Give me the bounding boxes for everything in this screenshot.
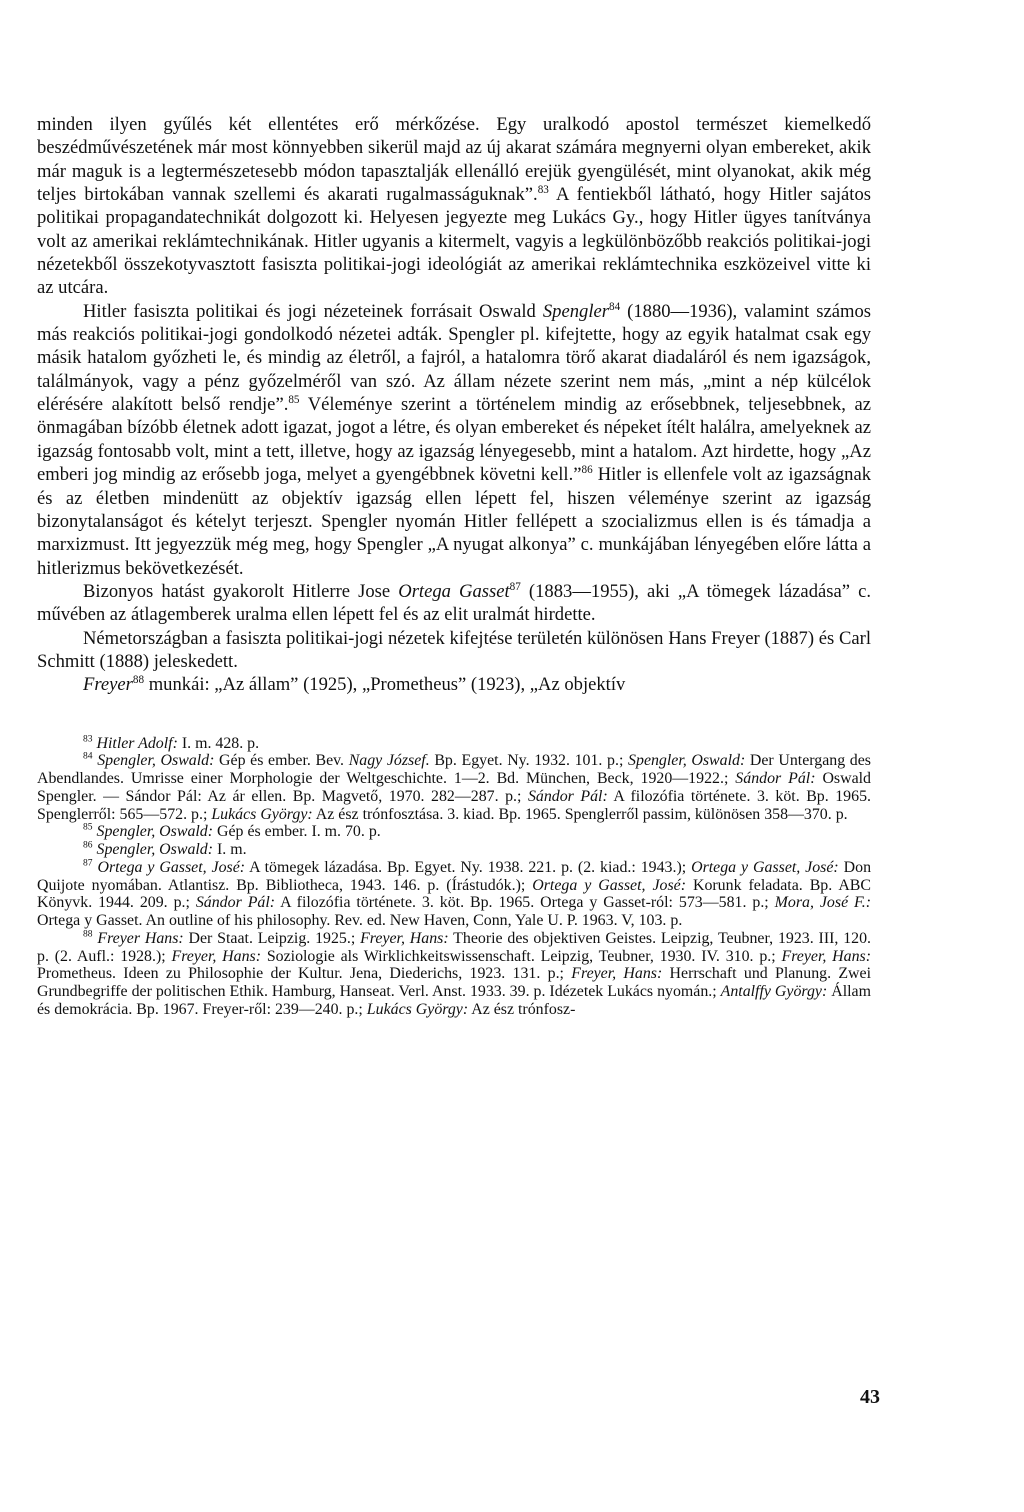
italic-text: Freyer, Hans: (171, 947, 261, 965)
text-run: (1883—1955), aki „A tömegek lázadása” c. művében az átlagemberek uralma ellen lépett fel és az elit uralmát hirdette. (37, 580, 871, 626)
text-run: (1880—1936), valamint számos más reakciós politikai-jogi gondolkodó nézetei adták. Spengler pl. kifejtette, hogy az egyik hatalmat csak egy másik hatalom győzheti le, és mindig az életről, a fajról, a hatalomra törő akarat diadaláról és nem igazságok, találmányok, vagy a pénz győzelméről van szó. Az állam nézete szerint nem más, „mint a nép külcélok elérésére alakított belső rendje”. (37, 300, 871, 416)
italic-text: Freyer, Hans: (360, 929, 449, 947)
italic-text: Sándor Pál: (195, 894, 276, 912)
page-content (37, 113, 871, 1019)
text-run: minden ilyen gyűlés két ellentétes erő mérkőzése. Egy uralkodó apostol természet kiemelkedő beszédművészetének már most könnyebben sikerül majd az új akarat számára megnyerni olyan embereket, akik már maguk is a legtermészetesebb módon tapasztalják ellenálló erejük gyengülését, mint olyanokat, akik még teljes birtokában vannak szellemi és akarati rugalmasságuknak”. (37, 114, 871, 206)
text-run: Prometheus. Ideen zu Philosophie der Kultur. Jena, Diederichs, 1923. 131. p.; (37, 965, 572, 983)
italic-text: Freyer Hans: (97, 929, 184, 947)
paragraph (37, 580, 871, 627)
italic-text: Spengler, Oswald: (97, 752, 215, 770)
italic-text: Nagy József. (348, 752, 430, 770)
footnote (37, 735, 871, 753)
footnote (37, 859, 871, 930)
text-run: Der Staat. Leipzig. 1925.; (183, 929, 361, 947)
italic-text: Ortega Gasset (398, 580, 510, 602)
footnote-reference: 88 (83, 928, 93, 940)
italic-text: Mora, José F.: (774, 894, 871, 912)
text-run: Ortega y Gasset. An outline of his philosophy. Rev. ed. New Haven, Conn, Yale U. P. 1963. V, 103. p. (37, 912, 683, 930)
text-run: A fentiekből látható, hogy Hitler sajátos politikai propagandatechnikát dolgozott ki. Helyesen jegyezte meg Lukács Gy., hogy Hitler ügyes tanítványa volt az amerikai reklámtechnikának. Hitler ugyanis a kitermelt, vagyis a legkülönbözőbb reakciós politikai-jogi nézetekből összekotyvasztott fasiszta politikai-jogi ideológiát az amerikai reklámtechnika eszközeivel vitte ki az utcára. (37, 184, 871, 299)
text-run: Gép és ember. I. m. 70. p. (213, 823, 381, 841)
text-run: Bp. Egyet. Ny. 1932. 101. p.; (429, 752, 629, 770)
footnote-reference: 86 (581, 463, 593, 476)
italic-text: Lukács György: (211, 805, 313, 823)
text-run: Az ész trónfosztása. 3. kiad. Bp. 1965. Spenglerről passim, különösen 358—370. p. (312, 805, 848, 823)
text-run: Don Quijote nyomában. Atlantisz. Bp. Bibliotheca, 1943. 146. p. (Írástudók.); (37, 858, 872, 894)
footnote (37, 752, 871, 823)
text-run: Gép és ember. Bev. (214, 752, 349, 770)
main-text (37, 113, 871, 697)
text-run: Soziologie als Wirklichkeitswissenschaft. Leipzig, Teubner, 1930. IV. 310. p.; (261, 947, 782, 965)
text-run: Az ész trónfosz- (468, 1000, 576, 1018)
text-run: Herrschaft und Planung. Zwei Grundbegriffe der politischen Ethik. Hamburg, Hanseat. Verl. Anst. 1933. 39. p. Idézetek Lukács nyomán.; (37, 965, 871, 1001)
italic-text: Hitler Adolf: (96, 734, 178, 752)
footnote-reference: 87 (509, 580, 521, 593)
italic-text: Spengler, Oswald: (96, 841, 214, 859)
text-run: Állam és demokrácia. Bp. 1967. Freyer-ről: 239—240. p.; (37, 983, 871, 1018)
text-run: A filozófia története. 3. köt. Bp. 1965. Ortega y Gasset-ról: 573—581. p.; (275, 894, 775, 912)
text-run: Korunk feladata. Bp. ABC Könyvk. 1944. 209. p.; (37, 876, 871, 912)
italic-text: Freyer, Hans: (571, 965, 663, 983)
page-number: 43 (860, 1386, 880, 1408)
footnote-reference: 83 (83, 733, 93, 745)
text-run: Hitler fasiszta politikai és jogi nézeteinek forrásait Oswald (83, 300, 543, 322)
text-run: munkái: „Az állam” (1925), „Prometheus” (1923), „Az objektív (144, 674, 626, 696)
italic-text: Ortega y Gasset, José: (97, 858, 246, 876)
italic-text: Sándor Pál: (735, 770, 816, 788)
text-run: I. m. (213, 841, 247, 859)
footnote-reference: 84 (83, 751, 93, 763)
footnote (37, 930, 871, 1019)
text-run: A tömegek lázadása. Bp. Egyet. Ny. 1938. 221. p. (2. kiad.: 1943.); (245, 858, 692, 876)
text-run: Bizonyos hatást gyakorolt Hitlerre Jose (83, 580, 399, 602)
italic-text: Spengler (542, 300, 609, 322)
footnote-reference: 87 (83, 857, 93, 869)
footnotes (37, 735, 871, 1019)
footnote-reference: 83 (537, 183, 549, 196)
italic-text: Ortega y Gasset, José: (691, 858, 839, 876)
italic-text: Sándor Pál: (527, 787, 608, 805)
italic-text: Spengler, Oswald: (628, 752, 746, 770)
italic-text: Freyer (83, 674, 133, 696)
italic-text: Ortega y Gasset, José: (532, 876, 686, 894)
footnote (37, 823, 871, 841)
footnote-reference: 85 (288, 393, 300, 406)
italic-text: Spengler, Oswald: (96, 823, 214, 841)
text-run: Németországban a fasiszta politikai-jogi nézetek kifejtése területén különösen Hans Freyer (1887) és Carl Schmitt (1888) jeleskedett. (37, 627, 871, 672)
footnote-reference: 85 (83, 822, 93, 834)
paragraph (37, 673, 871, 696)
paragraph (37, 627, 871, 674)
text-run: Theorie des objektiven Geistes. Leipzig, Teubner, 1923. III, 120. p. (2. Aufl.: 1928.); (37, 929, 872, 965)
text-run: Oswald Spengler. — Sándor Pál: Az ár ellen. Bp. Magvető, 1970. 282—287. p.; (37, 770, 871, 805)
text-run: Véleménye szerint a történelem mindig az erősebbnek, teljesebbnek, az önmagában bízóbb életnek adott igazat, jogot a létre, és olyan embereket és népeket ítélt halálra, amelyeknek az igazság fontosabb volt, mint a tett, illetve, hogy az igazság lényegesebb, mint a hatalom. Azt hirdette, hogy „Az emberi jog mindig az erősebb joga, melyet a gyengébbnek követni kell.” (37, 394, 872, 486)
italic-text: Freyer, Hans: (781, 947, 871, 965)
footnote-reference: 84 (608, 300, 621, 313)
text-run: Hitler is ellenfele volt az igazságnak és az életben mindenütt az objektív igazság ellen lépett fel, hiszen véleménye szerint az igazság bizonytalanságot és kételyt terjeszt. Spengler nyomán Hitler fellépett a szocializmus ellen is és támadja a marxizmust. Itt jegyezzük még meg, hogy Spengler „A nyugat alkonya” c. munkájában lényegében előre látta a hitlerizmus bekövetkezését. (37, 464, 871, 579)
italic-text: Lukács György: (366, 1000, 469, 1018)
text-run: I. m. 428. p. (177, 734, 260, 752)
paragraph (37, 113, 871, 300)
italic-text: Antalffy György: (720, 983, 828, 1001)
text-run: A filozófia története. 3. köt. Bp. 1965. Spenglerről: 565—572. p.; (37, 787, 871, 823)
text-run: Der Untergang des Abendlandes. Umrisse einer Morphologie der Weltgeschichte. 1—2. Bd. München, Beck, 1920—1922.; (37, 752, 871, 788)
footnote-reference: 86 (83, 839, 93, 851)
footnote-reference: 88 (132, 674, 145, 687)
footnote (37, 841, 871, 859)
paragraph (37, 300, 871, 580)
